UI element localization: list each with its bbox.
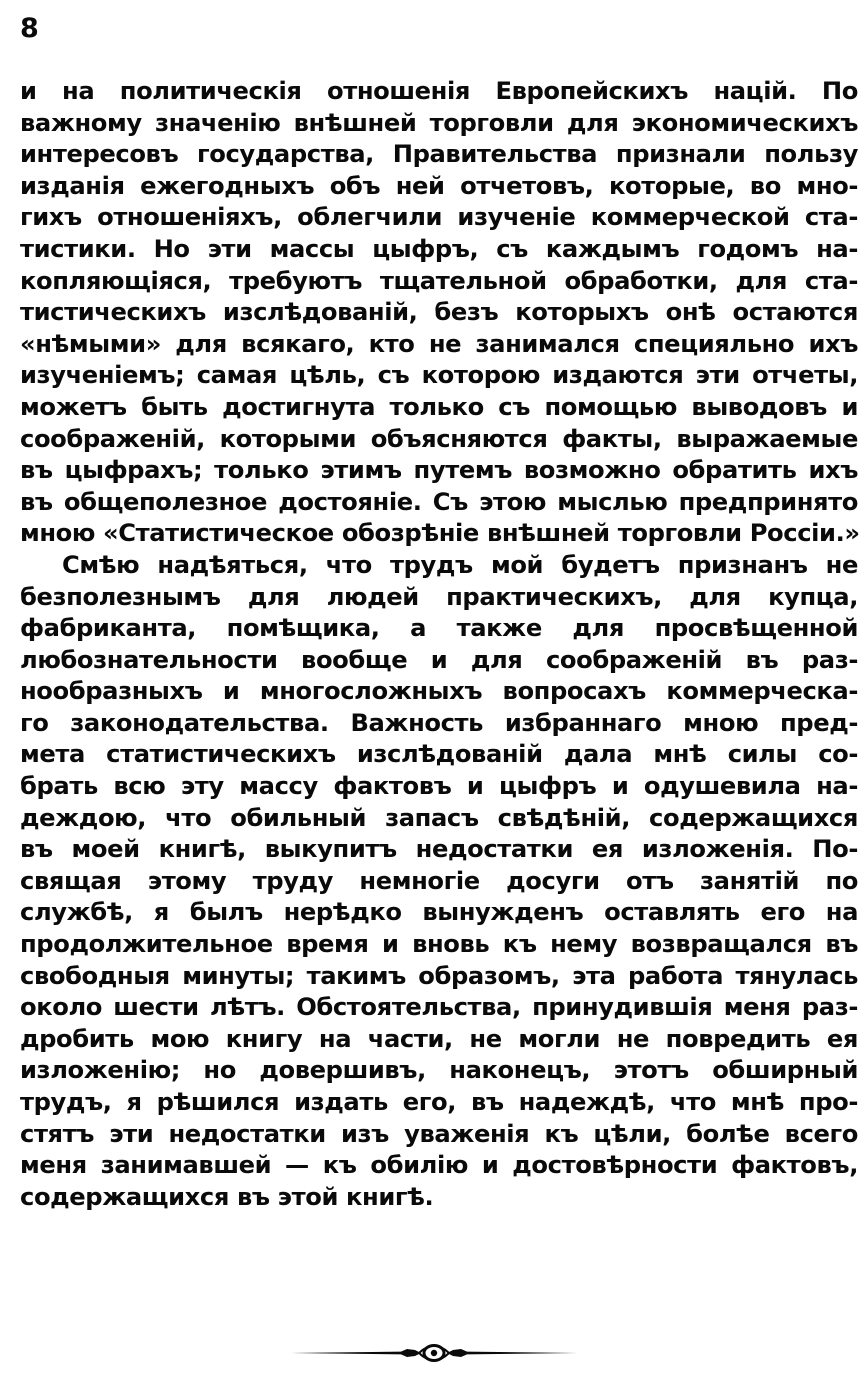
text-line: Смѣю надѣяться, что трудъ мой будетъ признанъ не xyxy=(62,550,858,579)
text-line: фабриканта, помѣщика, а также для просвѣщенной xyxy=(20,614,858,643)
text-line: трудъ, я рѣшился издать его, въ надеждѣ, что мнѣ про- xyxy=(20,1088,858,1116)
text-line: около шести лѣтъ. Обстоятельства, принудившія меня раз- xyxy=(20,993,858,1022)
text-line: мною «Статистическое обозрѣніе внѣшней торговли Россіи.» xyxy=(20,519,860,548)
text-line: деждою, что обильный запасъ свѣдѣній, содержащихся xyxy=(20,803,858,832)
text-line: тистическихъ изслѣдованій, безъ которыхъ онѣ остаются xyxy=(20,298,858,327)
text-line: изданія ежегодныхъ объ ней отчетовъ, которые, во мно- xyxy=(20,171,858,200)
text-line: важному значенію внѣшней торговли для экономическихъ xyxy=(20,108,858,137)
text-line: въ общеполезное достояніе. Съ этою мыслью предпринято xyxy=(20,487,858,516)
page-number: 8 xyxy=(20,13,39,44)
text-line: содержащихся въ этой книгѣ. xyxy=(20,1182,434,1211)
text-line: брать всю эту массу фактовъ и цыфръ и одушевила на- xyxy=(20,772,858,801)
text-line: изученіемъ; самая цѣль, съ которою издаются эти отчеты, xyxy=(20,361,858,390)
text-line: и на политическія отношенія Европейскихъ націй. По xyxy=(20,77,858,105)
text-line: свящая этому труду немногіе досуги отъ занятій по xyxy=(20,866,858,895)
text-line: го законодательства. Важность избраннаго мною пред- xyxy=(20,708,858,737)
text-line: стятъ эти недостатки изъ уваженія къ цѣли, болѣе всего xyxy=(20,1119,858,1148)
text-line: соображеній, которыми объясняются факты, выражаемые xyxy=(20,424,858,453)
text-line: въ моей книгѣ, выкупитъ недостатки ея изложенія. По- xyxy=(20,835,858,864)
text-line: интересовъ государства, Правительства признали пользу xyxy=(20,140,858,169)
text-line: изложенію; но довершивъ, наконецъ, этотъ обширный xyxy=(20,1056,858,1085)
text-line: тистики. Но эти массы цыфръ, съ каждымъ годомъ на- xyxy=(20,234,858,263)
text-line: нообразныхъ и многосложныхъ вопросахъ коммерческа- xyxy=(20,677,858,706)
body-text xyxy=(20,76,858,1213)
text-line: копляющіяся, требуютъ тщательной обработки, для ста- xyxy=(20,266,858,295)
text-line: продолжительное время и вновь къ нему возвращался въ xyxy=(20,930,858,959)
text-line: гихъ отношеніяхъ, облегчили изученіе коммерческой ста- xyxy=(20,203,858,232)
text-line: меня занимавшей — къ обилію и достовѣрности фактовъ, xyxy=(20,1151,858,1180)
text-line: любознательности вообще и для соображеній въ раз- xyxy=(20,645,858,674)
text-line: службѣ, я былъ нерѣдко вынужденъ оставлять его на xyxy=(20,898,858,927)
text-line: безполезнымъ для людей практическихъ, для купца, xyxy=(20,582,858,611)
text-line: свободныя минуты; такимъ образомъ, эта работа тянулась xyxy=(20,961,858,990)
text-line: дробить мою книгу на части, не могли не повредить ея xyxy=(20,1024,858,1053)
text-line: мета статистическихъ изслѣдованій дала мнѣ силы со- xyxy=(20,740,858,769)
fleuron-rule-icon xyxy=(289,1339,579,1367)
text-line: въ цыфрахъ; только этимъ путемъ возможно обратить ихъ xyxy=(20,456,858,485)
text-line: можетъ быть достигнута только съ помощью выводовъ и xyxy=(20,392,858,421)
text-line: «нѣмыми» для всякаго, кто не занимался специяльно ихъ xyxy=(20,329,858,358)
